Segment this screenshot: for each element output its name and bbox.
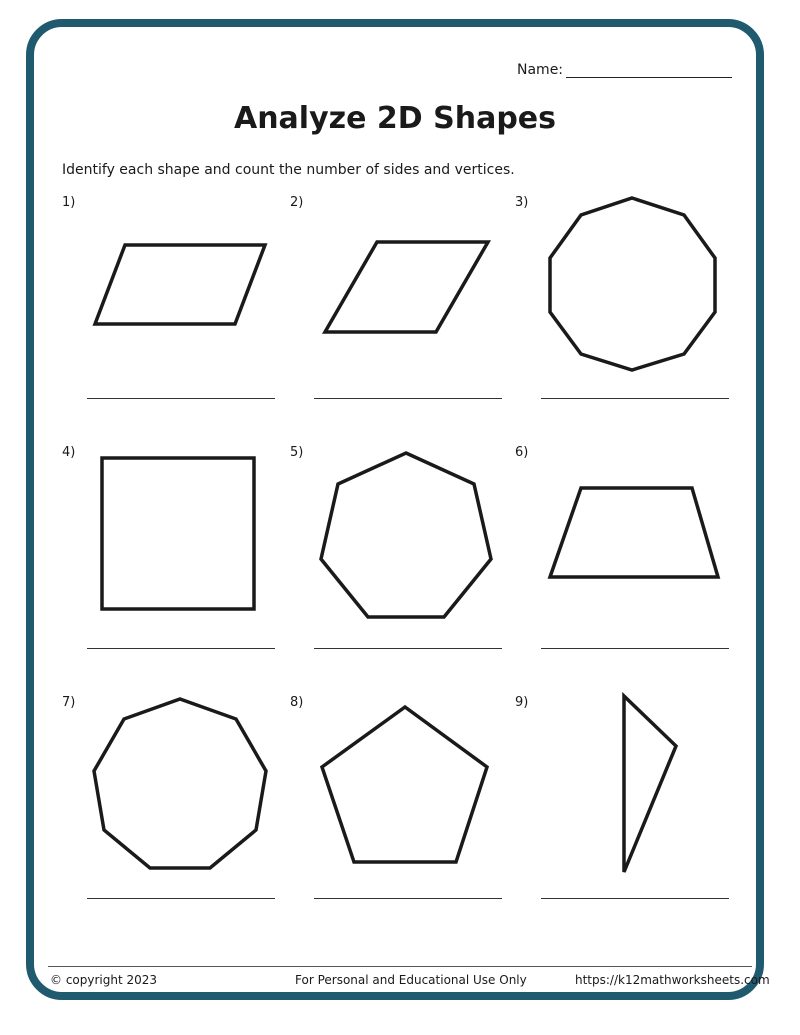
problem-number-5: 5) <box>290 445 304 460</box>
problem-number-6: 6) <box>515 445 529 460</box>
answer-line-3[interactable] <box>541 398 729 399</box>
shape-8-pentagon <box>322 707 487 862</box>
answer-line-5[interactable] <box>314 648 502 649</box>
shape-7-nonagon <box>94 699 266 868</box>
shape-5-heptagon <box>321 453 491 617</box>
problem-number-3: 3) <box>515 195 529 210</box>
footer-divider <box>48 966 752 967</box>
answer-line-8[interactable] <box>314 898 502 899</box>
problem-number-7: 7) <box>62 695 76 710</box>
answer-line-4[interactable] <box>87 648 275 649</box>
shape-1-parallelogram <box>95 245 265 324</box>
answer-line-6[interactable] <box>541 648 729 649</box>
answer-line-7[interactable] <box>87 898 275 899</box>
footer-copyright: © copyright 2023 <box>50 973 158 987</box>
problem-number-9: 9) <box>515 695 529 710</box>
shape-6-trapezoid <box>550 488 718 577</box>
problem-number-4: 4) <box>62 445 76 460</box>
answer-line-9[interactable] <box>541 898 729 899</box>
shape-4-square <box>102 458 254 609</box>
page-title: Analyze 2D Shapes <box>233 101 557 136</box>
answer-line-1[interactable] <box>87 398 275 399</box>
problem-number-1: 1) <box>62 195 76 210</box>
shape-9-triangle <box>624 696 676 872</box>
problem-number-8: 8) <box>290 695 304 710</box>
footer-usage-note: For Personal and Educational Use Only <box>295 973 527 987</box>
footer-url: https://k12mathworksheets.com <box>575 973 770 987</box>
name-label: Name: <box>517 62 564 78</box>
problem-number-2: 2) <box>290 195 304 210</box>
instructions: Identify each shape and count the number of sides and vertices. <box>62 162 515 178</box>
shape-2-rhombus <box>325 242 488 332</box>
answer-line-2[interactable] <box>314 398 502 399</box>
shape-3-decagon <box>550 198 715 370</box>
